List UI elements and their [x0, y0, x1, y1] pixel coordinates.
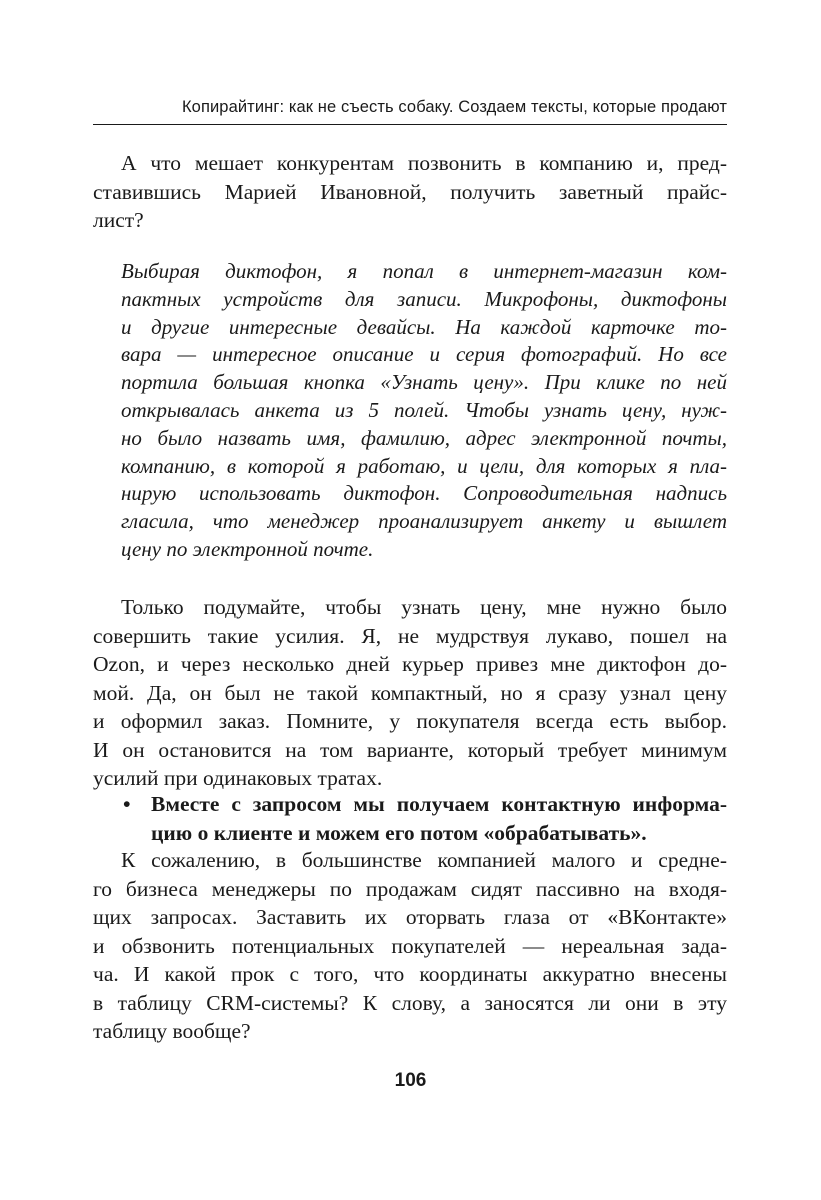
- text-line: в таблицу CRM-системы? К слову, а заносятся ли они в эту: [93, 990, 727, 1015]
- text-line: И он остановится на том варианте, который требует минимум: [93, 737, 727, 762]
- quote-line: и другие интересные девайсы. На каждой карточке то-: [121, 314, 727, 339]
- running-title: Копирайтинг: как не съесть собаку. Создаем тексты, которые продают: [181, 98, 727, 116]
- quote-line: но было назвать имя, фамилию, адрес электронной почты,: [121, 425, 727, 450]
- bullet-line: Вместе с запросом мы получаем контактную информа-: [151, 792, 727, 816]
- text-line: Только подумайте, чтобы узнать цену, мне нужно было: [121, 595, 727, 619]
- text-line: таблицу вообще?: [93, 1019, 251, 1043]
- text-line: щих запросах. Заставить их оторвать глаза от «ВКонтакте»: [93, 905, 727, 929]
- text-line: усилий при одинаковых тратах.: [93, 766, 383, 790]
- bullet-item: [93, 790, 727, 847]
- text-line: мой. Да, он был не такой компактный, но я сразу узнал цену: [93, 680, 727, 705]
- text-line: А что мешает конкурентам позвонить в компанию и, пред-: [121, 151, 727, 175]
- quote-line: нирую использовать диктофон. Сопроводительная надпись: [121, 481, 727, 506]
- paragraph-3: [93, 846, 727, 1046]
- quote-line: пактных устройств для записи. Микрофоны, диктофоны: [121, 286, 727, 311]
- quote-line: гласила, что менеджер проанализирует анкету и вышлет: [121, 509, 727, 534]
- bullet-marker: •: [123, 792, 131, 816]
- text-line: ча. И какой прок с того, что координаты аккуратно внесены: [93, 962, 727, 986]
- text-line: и оформил заказ. Помните, у покупателя всегда есть выбор.: [93, 709, 727, 733]
- quote-line: цену по электронной почте.: [121, 536, 374, 561]
- text-line: лист?: [93, 208, 144, 232]
- bullet-line: цию о клиенте и можем его потом «обрабатывать».: [151, 820, 647, 845]
- quote-line: портила большая кнопка «Узнать цену». При клике по ней: [121, 370, 727, 395]
- paragraph-1: [93, 149, 727, 235]
- text-line: К сожалению, в большинстве компанией малого и средне-: [121, 848, 727, 872]
- text-line: Ozon, и через несколько дней курьер привез мне диктофон до-: [93, 652, 727, 676]
- running-header: [93, 96, 727, 125]
- quote-line: компанию, в которой я работаю, и цели, для которых я пла-: [121, 453, 727, 478]
- text-line: и обзвонить потенциальных покупателей — нереальная зада-: [93, 933, 727, 958]
- text-line: совершить такие усилия. Я, не мудрствуя лукаво, пошел на: [93, 623, 727, 648]
- quote-line: открывалась анкета из 5 полей. Чтобы узнать цену, нуж-: [121, 397, 727, 422]
- page-number: 106: [394, 1070, 427, 1091]
- text-line: ставившись Марией Ивановной, получить заветный прайс-: [93, 179, 727, 204]
- text-line: го бизнеса менеджеры по продажам сидят пассивно на входя-: [93, 876, 727, 901]
- paragraph-2: [93, 593, 727, 793]
- quote-line: Выбирая диктофон, я попал в интернет-магазин ком-: [121, 259, 727, 283]
- quote-block: [121, 258, 727, 564]
- quote-line: вара — интересное описание и серия фотографий. Но все: [121, 342, 727, 367]
